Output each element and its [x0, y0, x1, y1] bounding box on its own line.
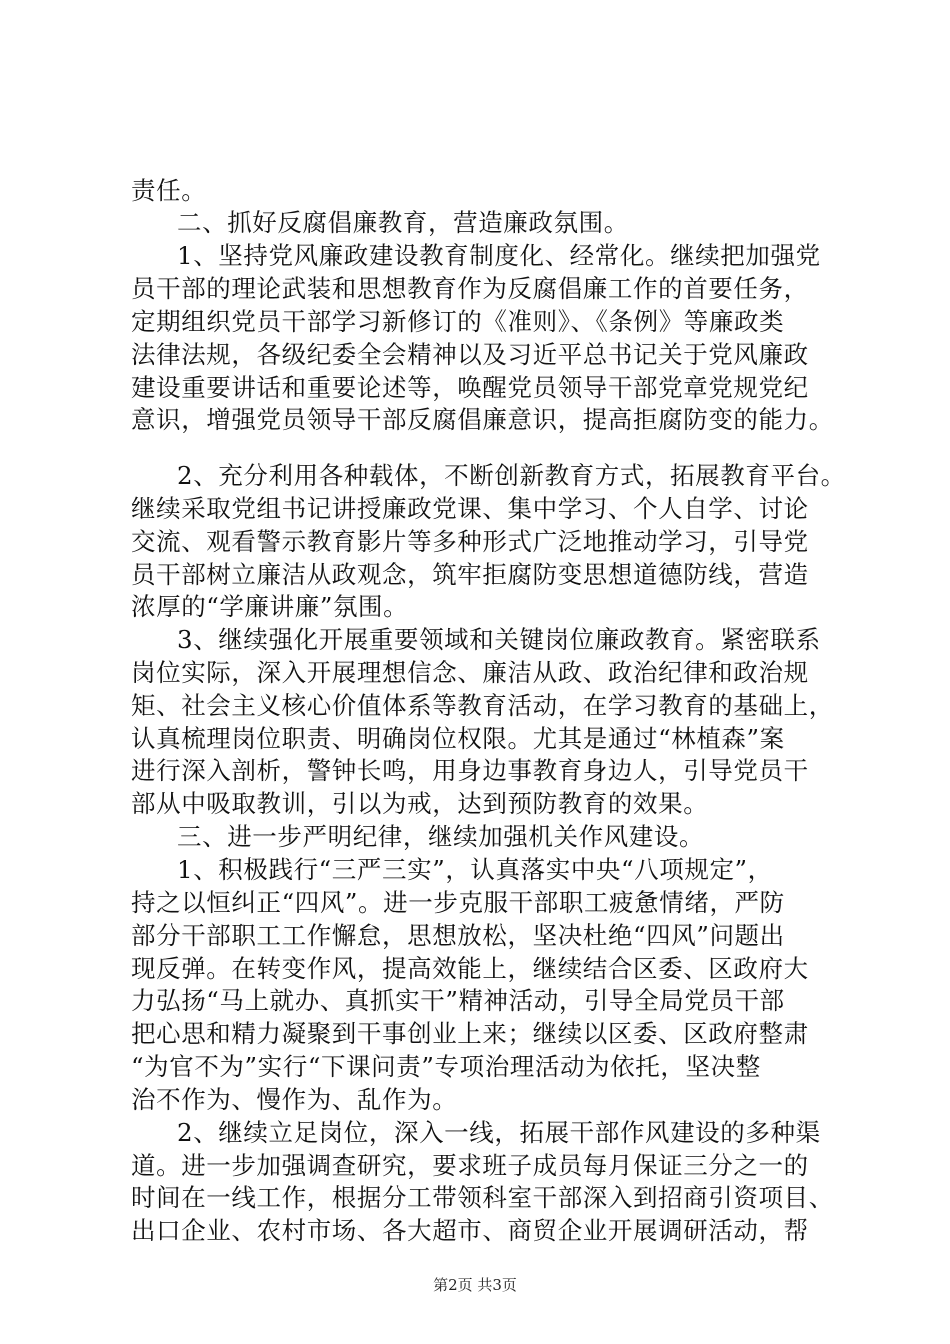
- text-line: 现反弹。在转变作风，提高效能上，继续结合区委、区政府大: [131, 954, 809, 983]
- text-line: 2、充分利用各种载体，不断创新教育方式，拓展教育平台。: [177, 461, 846, 490]
- text-line: 交流、观看警示教育影片等多种形式广泛地推动学习，引导党: [131, 527, 809, 556]
- text-line: 矩、社会主义核心价值体系等教育活动，在学习教育的基础上，: [131, 691, 834, 720]
- text-line: 法律法规，各级纪委全会精神以及习近平总书记关于党风廉政: [131, 340, 809, 369]
- text-line: 时间在一线工作，根据分工带领科室干部深入到招商引资项目、: [131, 1183, 834, 1212]
- text-line: 进行深入剖析，警钟长鸣，用身边事教育身边人，引导党员干: [131, 756, 809, 785]
- text-line: 岗位实际，深入开展理想信念、廉洁从政、政治纪律和政治规: [131, 658, 809, 687]
- text-line: 部从中吸取教训，引以为戒，达到预防教育的效果。: [131, 789, 709, 818]
- text-line: 2、继续立足岗位，深入一线，拓展干部作风建设的多种渠: [177, 1118, 821, 1147]
- text-line: “为官不为”实行“下课问责”专项治理活动为依托，坚决整: [131, 1052, 761, 1081]
- text-line: 员干部树立廉洁从政观念，筑牢拒腐防变思想道德防线，营造: [131, 560, 809, 589]
- text-line: 1、坚持党风廉政建设教育制度化、经常化。继续把加强党: [177, 241, 821, 270]
- text-line: 定期组织党员干部学习新修订的《准则》、《条例》等廉政类: [131, 307, 785, 336]
- text-line: 继续采取党组书记讲授廉政党课、集中学习、个人自学、讨论: [131, 494, 809, 523]
- text-line: 治不作为、慢作为、乱作为。: [131, 1085, 458, 1114]
- text-line: 责任。: [131, 176, 207, 205]
- text-line: 力弘扬“马上就办、真抓实干”精神活动，引导全局党员干部: [131, 986, 785, 1015]
- text-line: 持之以恒纠正“四风”。进一步克服干部职工疲惫情绪，严防: [131, 888, 785, 917]
- section-heading: 二、抓好反腐倡廉教育，营造廉政氛围。: [177, 208, 629, 237]
- text-line: 认真梳理岗位职责、明确岗位权限。尤其是通过“林植森”案: [131, 724, 785, 753]
- text-line: 意识，增强党员领导干部反腐倡廉意识，提高拒腐防变的能力。: [131, 405, 834, 434]
- text-line: 部分干部职工工作懈怠，思想放松，坚决杜绝“四风”问题出: [131, 921, 785, 950]
- text-line: 员干部的理论武装和思想教育作为反腐倡廉工作的首要任务，: [131, 274, 809, 303]
- text-line: 浓厚的“学廉讲廉”氛围。: [131, 592, 409, 621]
- text-line: 建设重要讲话和重要论述等，唤醒党员领导干部党章党规党纪: [131, 373, 809, 402]
- text-line: 出口企业、农村市场、各大超市、商贸企业开展调研活动，帮: [131, 1216, 809, 1245]
- text-line: 道。进一步加强调查研究，要求班子成员每月保证三分之一的: [131, 1151, 809, 1180]
- page-number-footer: 第2页 共3页: [433, 1276, 517, 1294]
- text-line: 3、继续强化开展重要领域和关键岗位廉政教育。紧密联系: [177, 625, 821, 654]
- text-line: 把心思和精力凝聚到干事创业上来；继续以区委、区政府整肃: [131, 1019, 809, 1048]
- section-heading: 三、进一步严明纪律，继续加强机关作风建设。: [177, 822, 705, 851]
- text-line: 1、积极践行“三严三实”，认真落实中央“八项规定”，: [177, 855, 773, 884]
